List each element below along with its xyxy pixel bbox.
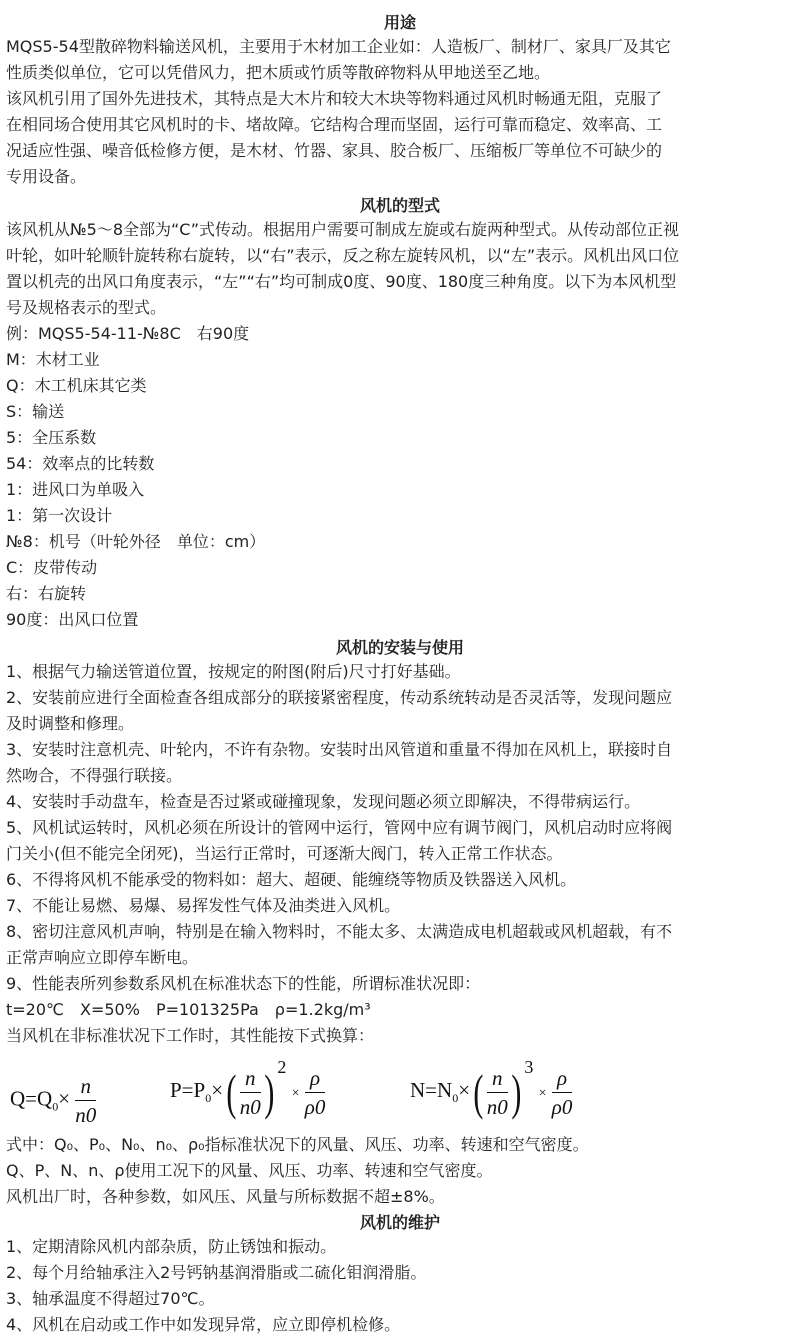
paragraph-line: 正常声响应立即停车断电。 [6, 948, 199, 967]
formula-n [410, 1056, 573, 1122]
formula-p [170, 1056, 326, 1122]
section-installation [0, 637, 800, 1049]
paragraph-line: 然吻合，不得强行联接。 [6, 766, 183, 785]
paragraph-line: 该风机从№5～8全部为“C”式传动。根据用户需要可制成左旋或右旋两种型式。从传动部位正视 [6, 220, 680, 239]
legend-line: C：皮带传动 [6, 558, 98, 577]
legend-line: 右：右旋转 [6, 584, 87, 603]
legend-line: S：输送 [6, 402, 65, 421]
exponent: 3 [524, 1056, 534, 1077]
section-title: 用途 [383, 13, 416, 32]
formula-q [10, 1072, 96, 1129]
legend-line: 1：进风口为单吸入 [6, 480, 145, 499]
section-title: 风机的型式 [359, 196, 440, 215]
fraction-n [240, 1064, 261, 1121]
section-formula-notes [0, 1132, 800, 1210]
paragraph-line: 6、不得将风机不能承受的物料如：超大、超硬、能缠绕等物质及铁器送入风机。 [6, 870, 577, 889]
paren-close: ) [511, 1064, 522, 1120]
paragraph-line: 7、不能让易燃、易爆、易挥发性气体及油类进入风机。 [6, 896, 401, 915]
paren-open: ( [473, 1064, 484, 1120]
legend-line: M：木材工业 [6, 350, 100, 369]
paragraph-line: 叶轮，如叶轮顺针旋转称右旋转，以“右”表示，反之称左旋转风机，以“左”表示。风机出风口位 [6, 246, 680, 265]
fraction-rho [305, 1064, 326, 1121]
fraction-num: ρ [305, 1064, 326, 1093]
paragraph-line: 风机出厂时，各种参数，如风压、风量与所标数据不超±8%。 [6, 1187, 445, 1206]
section-title: 风机的安装与使用 [335, 638, 464, 657]
example-line: 例：MQS5-54-11-№8C 右90度 [6, 324, 250, 343]
paragraph-line: MQS5-54型散碎物料输送风机，主要用于木材加工企业如：人造板厂、制材厂、家具厂及其它 [6, 37, 671, 56]
fraction-den: n0 [75, 1103, 97, 1127]
paragraph-line: 性质类似单位，它可以凭借风力，把木质或竹质等散碎物料从甲地送至乙地。 [6, 63, 551, 82]
formula-sub: 0 [452, 1091, 459, 1105]
paragraph-line: 当风机在非标准状况下工作时，其性能按下式换算： [6, 1026, 375, 1045]
paren-open: ( [226, 1064, 237, 1120]
paren-close: ) [264, 1064, 275, 1120]
paragraph-line: 1、根据气力输送管道位置，按规定的附图(附后)尺寸打好基础。 [6, 662, 461, 681]
paragraph-line: 号及规格表示的型式。 [6, 298, 167, 317]
section-title: 风机的维护 [359, 1213, 440, 1232]
legend-line: 5：全压系数 [6, 428, 97, 447]
paragraph-line: 况适应性强、噪音低检修方便，是木材、竹器、家具、胶合板厂、压缩板厂等单位不可缺少的 [6, 141, 663, 160]
paragraph-line: 8、密切注意风机声响，特别是在输入物料时，不能太多、太满造成电机超载或风机超载，有不 [6, 922, 673, 941]
paragraph-line: 式中：Q₀、P₀、N₀、n₀、ρ₀指标准状况下的风量、风压、功率、转速和空气密度。 [6, 1135, 589, 1154]
paragraph-line: 及时调整和修理。 [6, 714, 135, 733]
paragraph-line: 5、风机试运转时，风机必须在所设计的管网中运行，管网中应有调节阀门，风机启动时应将阀 [6, 818, 673, 837]
paragraph-line: 9、性能表所列参数系风机在标准状态下的性能，所谓标准状况即： [6, 974, 481, 993]
formula-times: × [291, 1085, 300, 1101]
section-maintenance [0, 1212, 800, 1338]
fraction-den: ρ0 [551, 1094, 573, 1119]
exponent: 2 [277, 1056, 287, 1077]
legend-line: №8：机号（叶轮外径 单位：cm） [6, 532, 266, 551]
fraction-den: n0 [239, 1094, 261, 1119]
fraction-den: ρ0 [304, 1094, 326, 1119]
paragraph-line: 4、安装时手动盘车，检查是否过紧或碰撞现象，发现问题必须立即解决，不得带病运行。 [6, 792, 641, 811]
legend-line: 90度：出风口位置 [6, 610, 139, 629]
paragraph-line: 3、轴承温度不得超过70℃。 [6, 1289, 215, 1308]
formula-sub: 0 [205, 1091, 212, 1105]
paragraph-line: 4、风机在启动或工作中如发现异常，应立即停机检修。 [6, 1315, 401, 1334]
paragraph-line: 2、安装前应进行全面检查各组成部分的联接紧密程度，传动系统转动是否灵活等，发现问题应 [6, 688, 673, 707]
fraction-den: n0 [486, 1094, 508, 1119]
section-fan-type [0, 195, 800, 633]
paragraph-line: 专用设备。 [6, 167, 87, 186]
section-purpose [0, 12, 800, 190]
paragraph-line: 1、定期清除风机内部杂质，防止锈蚀和振动。 [6, 1237, 337, 1256]
paragraph-line: 3、安装时注意机壳、叶轮内，不许有杂物。安装时出风管道和重量不得加在风机上，联接时自 [6, 740, 673, 759]
paragraph-line: 门关小(但不能完全闭死)，当运行正常时，可逐渐大阀门，转入正常工作状态。 [6, 844, 563, 863]
paragraph-line: 置以机壳的出风口角度表示，“左”“右”均可制成0度、90度、180度三种角度。以下为本风机型 [6, 272, 677, 291]
formula-times: × [458, 1077, 471, 1102]
paragraph-line: 2、每个月给轴承注入2号钙钠基润滑脂或二硫化钼润滑脂。 [6, 1263, 427, 1282]
legend-line: 1：第一次设计 [6, 506, 113, 525]
legend-line: 54：效率点的比转数 [6, 454, 155, 473]
formula-times: × [58, 1086, 71, 1111]
conversion-formula [10, 1056, 790, 1128]
fraction-num: ρ [552, 1064, 573, 1093]
fraction-num: n [75, 1072, 96, 1101]
paragraph-line: 在相同场合使用其它风机时的卡、堵故障。它结构合理而坚固，运行可靠而稳定、效率高、工 [6, 115, 663, 134]
paragraph-line: 该风机引用了国外先进技术，其特点是大木片和较大木块等物料通过风机时畅通无阻，克服了 [6, 89, 663, 108]
fraction-num: n [487, 1064, 508, 1093]
formula-times: × [211, 1077, 224, 1102]
legend-line: Q：木工机床其它类 [6, 376, 147, 395]
fraction-num: n [240, 1064, 261, 1093]
formula-times: × [538, 1085, 547, 1101]
formula-text: P=P [170, 1077, 206, 1102]
fraction-rho [552, 1064, 573, 1121]
formula-text: N=N [410, 1077, 453, 1102]
formula-sub: 0 [52, 1099, 59, 1114]
formula-text: Q=Q [10, 1086, 53, 1111]
standard-condition-line: t=20℃ X=50% P=101325Pa ρ=1.2kg/m³ [6, 1000, 371, 1019]
fraction-n [487, 1064, 508, 1121]
paragraph-line: Q、P、N、n、ρ使用工况下的风量、风压、功率、转速和空气密度。 [6, 1161, 493, 1180]
fraction-n [75, 1072, 96, 1129]
